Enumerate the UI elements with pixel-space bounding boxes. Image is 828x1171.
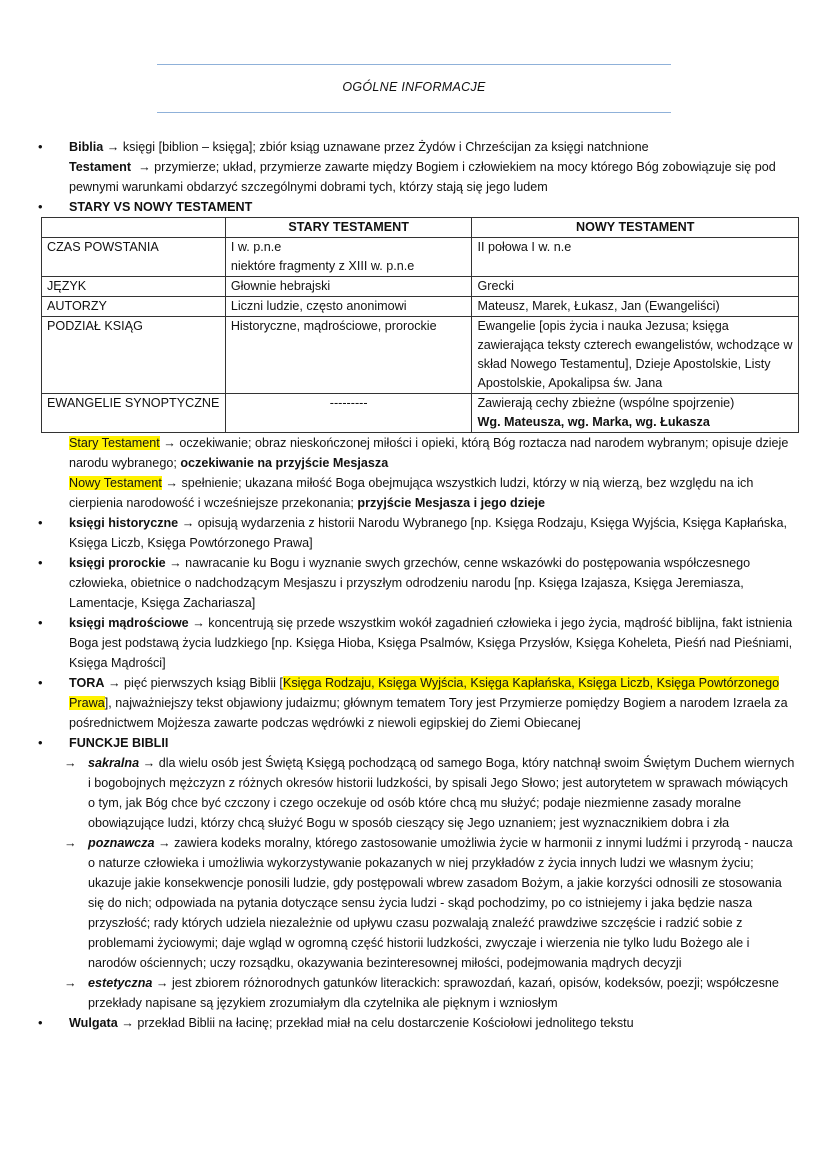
- cell-text: Zawierają cechy zbieżne (wspólne spojrzenie): [477, 396, 735, 410]
- arrow-icon: →: [121, 1016, 134, 1030]
- old-cell: ---------: [225, 394, 472, 433]
- header-rule-bottom: [157, 112, 671, 113]
- bullet-tora: [0, 673, 828, 733]
- def-wulgata: przekład Biblii na łacinę; przekład miał na celu dostarczenie Kościołowi jednolitego tekstu: [133, 1016, 634, 1030]
- tora-highlight: Księga Rodzaju, Księga Wyjścia, Księga Kapłańska, Księga Liczb, Księga Powtórzonego Prawa: [69, 676, 780, 710]
- term-old-testament: Stary Testament: [69, 436, 160, 450]
- new-testament-bold: przyjście Mesjasza i jego dzieje: [357, 496, 546, 510]
- table-header-cell: [42, 218, 226, 238]
- arrow-icon: →: [169, 556, 182, 570]
- page-title: OGÓLNE INFORMACJE: [342, 80, 486, 94]
- table-row: [42, 317, 799, 394]
- arrow-icon: →: [138, 160, 151, 174]
- arrow-icon: →: [192, 616, 205, 630]
- def-biblia: księgi [biblion – księga]; zbiór ksiąg uznawane przez Żydów i Chrześcijan za księgi natchnione: [119, 140, 649, 154]
- functions-heading: FUNCKJE BIBLII: [69, 736, 169, 750]
- function-def: zawiera kodeks moralny, którego zastosowanie umożliwia życie w harmonii z innymi ludźmi i przyrodą - naucza o naturze człowieka i umożliwia wykorzystywanie pokazanych w niej przykładów z życia innych ludzi we własnym życiu; ukazuje jakie konsekwencje ponosili ludzie, gdy postępowali wbrew zasadom Bożym, a jakie korzyści odnosili ze stosowania się do nich; odpowiada na pytania dotyczące sensu życia ludzi - skąd pochodzimy, po co istniejemy i jaka będzie nasza przyszłość; rady których udziela niezależnie od upływu czasu pozwalają znaleźć prawdziwe szczęście i radzić sobie z problemami życiowymi; daje wgląd w ogromną część historii ludzkości, zwyczaje i wierzenia nie tylko ludu Bożego ale i narodów ościennych; uczy rozsądku, okazywania bezinteresownej miłości, podejmowania mądrych decyzji: [88, 836, 793, 970]
- new-cell: Grecki: [472, 277, 799, 297]
- new-cell: Mateusz, Marek, Łukasz, Jan (Ewangeliści): [472, 297, 799, 317]
- bullet-icon: •: [38, 515, 43, 530]
- row-label: PODZIAŁ KSIĄG: [42, 317, 226, 394]
- bullet-wulgata: [0, 1013, 828, 1033]
- table-header-cell: NOWY TESTAMENT: [472, 218, 799, 238]
- term-tora: TORA: [69, 676, 105, 690]
- bullet-icon: •: [38, 199, 43, 214]
- def-new-testament: spełnienie; ukazana miłość Boga obejmująca wszystkich ludzi, którzy w nią wierzą, bez względu na ich cierpienia narodowość i wcześniejsze przekonania;: [69, 476, 754, 510]
- bullet-biblia: [0, 137, 828, 197]
- bullet-icon: •: [38, 615, 43, 630]
- bullet-icon: •: [38, 1015, 43, 1030]
- bullet-functions: [0, 733, 828, 753]
- tora-def-a: pięć pierwszych ksiąg Biblii [: [120, 676, 283, 690]
- list-item: [0, 553, 828, 613]
- arrow-icon: →: [181, 516, 195, 530]
- comparison-heading: STARY VS NOWY TESTAMENT: [69, 200, 253, 214]
- function-term: sakralna: [88, 756, 140, 770]
- table-header-row: [42, 218, 799, 238]
- list-item: [0, 513, 828, 553]
- function-item: [0, 973, 828, 1013]
- def-old-testament: oczekiwanie; obraz nieskończonej miłości i opieki, którą Bóg roztacza nad narodem wybranym; opisuje dzieje narodu wybranego;: [69, 436, 789, 470]
- arrow-icon: →: [64, 836, 77, 850]
- tora-def-b: ], najważniejszy tekst objawiony judaizmu; głównym tematem Tory jest Przymierze pomiędzy Bogiem a narodem Izraela za pośrednictwem Mojżesza zawarte podczas wędrówki z niewoli egipskiej do Ziemi Obiecanej: [69, 696, 788, 730]
- cell-text: niektóre fragmenty z XIII w. p.n.e: [230, 259, 415, 273]
- term-testament: Testament: [69, 160, 132, 174]
- new-cell: II połowa I w. n.e: [472, 238, 799, 277]
- old-cell: Liczni ludzie, często anonimowi: [225, 297, 472, 317]
- book-def: nawracanie ku Bogu i wyznanie swych grzechów, cenne wskazówki do postępowania współczesnego człowieka, obietnice o nadchodzącym Mesjaszu i przyszłym odrodzeniu narodu [np. Księga Izajasza, Księga Jeremiasza, Lamentacje, Księga Zachariasza]: [69, 556, 751, 610]
- cell-text: I w. p.n.e: [230, 240, 282, 254]
- list-item: [0, 613, 828, 673]
- header-rule-top: [157, 64, 671, 65]
- function-def: jest zbiorem różnorodnych gatunków literackich: sprawozdań, kazań, opisów, kodeksów, poezji; współczesne przekłady napisane są językiem zrozumiałym dla czytelnika ale pięknym i wzniosłym: [88, 976, 779, 1010]
- table-row: [42, 297, 799, 317]
- def-testament: przymierze; układ, przymierze zawarte między Bogiem i człowiekiem na mocy którego Bóg zobowiązuje się pod pewnymi warunkami obdarzyć szczególnymi dobrami tych, którzy stają się jego ludem: [69, 160, 776, 194]
- book-def: koncentrują się przede wszystkim wokół zagadnień człowieka i jego życia, mądrość biblijna, fakt istnienia Boga jest podstawą życia ludzkiego [np. Księga Hioba, Księga Psalmów, Księga Przysłów, Księga Koheleta, Pieśń nad Pieśniami, Księga Mądrości]: [69, 616, 793, 670]
- arrow-icon: →: [155, 976, 169, 990]
- row-label: AUTORZY: [42, 297, 226, 317]
- new-cell: Ewangelie [opis życia i nauka Jezusa; księga zawierająca teksty czterech ewangelistów, wchodzące w skład Nowego Testamentu], Dzieje Apostolskie, Listy Apostolskie, Apokalipsa św. Jana: [472, 317, 799, 394]
- arrow-icon: →: [106, 140, 120, 154]
- new-cell: [472, 394, 799, 433]
- book-term: księgi historyczne: [69, 516, 179, 530]
- table-row: [42, 277, 799, 297]
- book-term: księgi mądrościowe: [69, 616, 189, 630]
- term-new-testament: Nowy Testament: [69, 476, 162, 490]
- cell-text: Wg. Mateusza, wg. Marka, wg. Łukasza: [477, 415, 710, 429]
- function-term: poznawcza: [88, 836, 155, 850]
- bullet-comparison: [0, 197, 828, 217]
- book-def: opisują wydarzenia z historii Narodu Wybranego [np. Księga Rodzaju, Księga Wyjścia, Księga Kapłańska, Księga Liczb, Księga Powtórzonego Prawa]: [69, 516, 787, 550]
- row-label: CZAS POWSTANIA: [42, 238, 226, 277]
- arrow-icon: →: [107, 676, 121, 690]
- old-cell: Historyczne, mądrościowe, prorockie: [225, 317, 472, 394]
- new-testament-paragraph: [0, 473, 828, 513]
- term-biblia: Biblia: [69, 140, 104, 154]
- bullet-icon: •: [38, 139, 43, 154]
- old-cell: Głownie hebrajski: [225, 277, 472, 297]
- arrow-icon: →: [142, 756, 156, 770]
- function-item: [0, 753, 828, 833]
- arrow-icon: →: [157, 836, 171, 850]
- function-item: [0, 833, 828, 973]
- old-testament-paragraph: [0, 433, 828, 473]
- arrow-icon: →: [64, 976, 77, 990]
- term-wulgata: Wulgata: [69, 1016, 118, 1030]
- function-term: estetyczna: [88, 976, 153, 990]
- row-label: JĘZYK: [42, 277, 226, 297]
- table-row: [42, 238, 799, 277]
- bullet-icon: •: [38, 555, 43, 570]
- arrow-icon: →: [163, 436, 176, 450]
- table-row: [42, 394, 799, 433]
- arrow-icon: →: [64, 756, 77, 770]
- document-content: [0, 137, 828, 1033]
- arrow-icon: →: [165, 476, 178, 490]
- book-term: księgi prorockie: [69, 556, 166, 570]
- function-def: dla wielu osób jest Świętą Księgą pochodzącą od samego Boga, który natchnął swoim Świętym Duchem wiernych i bogobojnych mężczyzn z różnych okresów historii ludzkości, by spisali Jego Słowo; jest autorytetem w sprawach mówiących o tym, jak Bóg chce być czczony i czego oczekuje od osób które chcą mu służyć; podaje niezmienne zasady moralne obowiązujące ludzi, którzy chcą służyć Bogu w sposób cieszący się Jego uznaniem; jest wyznacznikiem dobra i zła: [88, 756, 795, 830]
- table-header-cell: STARY TESTAMENT: [225, 218, 472, 238]
- comparison-table: [41, 217, 799, 433]
- bullet-icon: •: [38, 735, 43, 750]
- old-testament-bold: oczekiwanie na przyjście Mesjasza: [180, 456, 389, 470]
- row-label: EWANGELIE SYNOPTYCZNE: [42, 394, 226, 433]
- old-cell: [225, 238, 472, 277]
- bullet-icon: •: [38, 675, 43, 690]
